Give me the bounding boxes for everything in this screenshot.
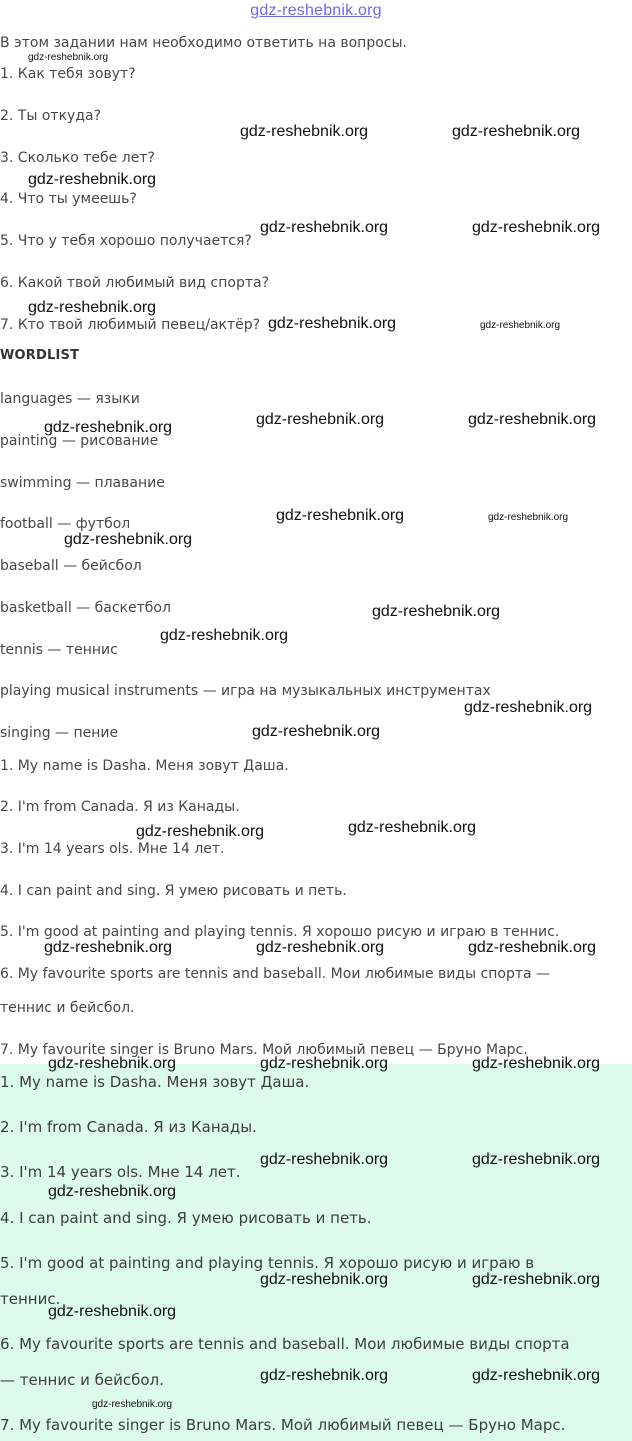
watermark: gdz-reshebnik.org: [276, 507, 405, 524]
watermark: gdz-reshebnik.org: [472, 1271, 601, 1288]
highlight-line: теннис.: [0, 1290, 61, 1308]
watermark: gdz-reshebnik.org: [256, 411, 385, 428]
watermark: gdz-reshebnik.org: [44, 939, 173, 956]
highlight-line: 6. My favourite sports are tennis and baseball. Мои любимые виды спорта: [0, 1335, 570, 1353]
watermark: gdz-reshebnik.org: [28, 299, 157, 316]
intro-text: В этом задании нам необходимо ответить на вопросы.: [0, 35, 407, 51]
watermark: gdz-reshebnik.org: [136, 823, 265, 840]
watermark: gdz-reshebnik.org: [92, 1399, 173, 1410]
watermark: gdz-reshebnik.org: [488, 512, 569, 523]
question-3: 3. Сколько тебе лет?: [0, 150, 155, 166]
watermark: gdz-reshebnik.org: [452, 123, 581, 140]
wordlist-item: swimming — плавание: [0, 475, 165, 491]
watermark: gdz-reshebnik.org: [472, 219, 601, 236]
watermark: gdz-reshebnik.org: [348, 819, 477, 836]
watermark: gdz-reshebnik.org: [468, 939, 597, 956]
answer-3: 3. I'm 14 years ols. Мне 14 лет.: [0, 841, 225, 857]
question-6: 6. Какой твой любимый вид спорта?: [0, 275, 269, 291]
wordlist-item: baseball — бейсбол: [0, 558, 142, 574]
highlight-line: 2. I'm from Canada. Я из Канады.: [0, 1118, 257, 1136]
question-4: 4. Что ты умеешь?: [0, 191, 137, 207]
answer-6-cont: теннис и бейсбол.: [0, 1000, 135, 1016]
watermark: gdz-reshebnik.org: [252, 723, 381, 740]
wordlist-item: tennis — теннис: [0, 642, 118, 658]
highlight-line: 5. I'm good at painting and playing tennis. Я хорошо рисую и играю в: [0, 1254, 535, 1272]
watermark: gdz-reshebnik.org: [160, 627, 289, 644]
highlight-line: 4. I can paint and sing. Я умею рисовать и петь.: [0, 1209, 372, 1227]
watermark: gdz-reshebnik.org: [28, 52, 109, 63]
question-1: 1. Как тебя зовут?: [0, 66, 136, 82]
watermark: gdz-reshebnik.org: [260, 1055, 389, 1072]
watermark: gdz-reshebnik.org: [472, 1151, 601, 1168]
question-2: 2. Ты откуда?: [0, 108, 102, 124]
answer-2: 2. I'm from Canada. Я из Канады.: [0, 799, 240, 815]
watermark: gdz-reshebnik.org: [472, 1367, 601, 1384]
watermark: gdz-reshebnik.org: [260, 1271, 389, 1288]
site-header-link[interactable]: gdz-reshebnik.org: [250, 2, 382, 19]
watermark: gdz-reshebnik.org: [240, 123, 369, 140]
watermark: gdz-reshebnik.org: [44, 419, 173, 436]
watermark: gdz-reshebnik.org: [268, 315, 397, 332]
watermark: gdz-reshebnik.org: [480, 320, 561, 331]
watermark: gdz-reshebnik.org: [48, 1055, 177, 1072]
watermark: gdz-reshebnik.org: [256, 939, 385, 956]
watermark: gdz-reshebnik.org: [64, 531, 193, 548]
watermark: gdz-reshebnik.org: [48, 1303, 177, 1320]
highlight-line: 3. I'm 14 years ols. Мне 14 лет.: [0, 1163, 241, 1181]
watermark: gdz-reshebnik.org: [260, 219, 389, 236]
answer-1: 1. My name is Dasha. Меня зовут Даша.: [0, 758, 289, 774]
wordlist-heading: WORDLIST: [0, 348, 80, 363]
watermark: gdz-reshebnik.org: [468, 411, 597, 428]
wordlist-item: languages — языки: [0, 391, 140, 407]
watermark: gdz-reshebnik.org: [48, 1183, 177, 1200]
watermark: gdz-reshebnik.org: [28, 171, 157, 188]
wordlist-item: basketball — баскетбол: [0, 600, 171, 616]
watermark: gdz-reshebnik.org: [372, 603, 501, 620]
highlight-line: 1. My name is Dasha. Меня зовут Даша.: [0, 1073, 310, 1091]
highlight-line: 7. My favourite singer is Bruno Mars. Мой любимый певец — Бруно Марс.: [0, 1416, 566, 1434]
watermark: gdz-reshebnik.org: [260, 1367, 389, 1384]
wordlist-item: football — футбол: [0, 516, 131, 532]
watermark: gdz-reshebnik.org: [260, 1151, 389, 1168]
wordlist-item: singing — пение: [0, 725, 119, 741]
question-7: 7. Кто твой любимый певец/актёр?: [0, 317, 261, 333]
wordlist-item: painting — рисование: [0, 433, 159, 449]
wordlist-item: playing musical instruments — игра на музыкальных инструментах: [0, 683, 491, 699]
answer-7: 7. My favourite singer is Bruno Mars. Мой любимый певец — Бруно Марс.: [0, 1042, 528, 1058]
highlight-line: — теннис и бейсбол.: [0, 1371, 164, 1389]
answer-4: 4. I can paint and sing. Я умею рисовать и петь.: [0, 883, 347, 899]
question-5: 5. Что у тебя хорошо получается?: [0, 233, 252, 249]
watermark: gdz-reshebnik.org: [472, 1055, 601, 1072]
watermark: gdz-reshebnik.org: [464, 699, 593, 716]
answer-5: 5. I'm good at painting and playing tennis. Я хорошо рисую и играю в теннис.: [0, 924, 560, 940]
answer-6: 6. My favourite sports are tennis and baseball. Мои любимые виды спорта —: [0, 966, 551, 982]
